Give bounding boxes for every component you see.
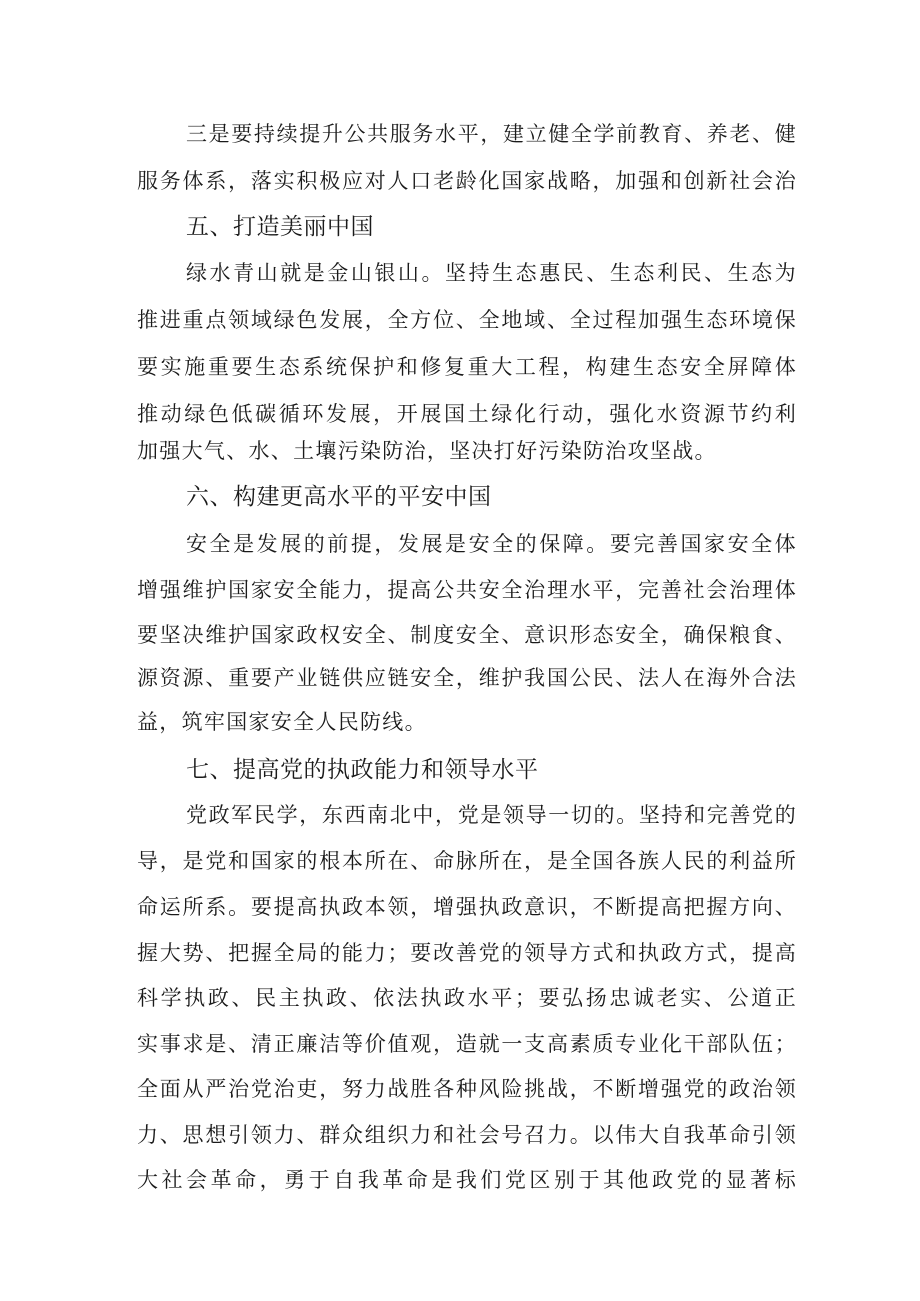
paragraph-line: 命运所系。要提高执政本领，增强执政意识，不断提高把握方向、 [137,895,797,919]
paragraph-line: 实事求是、清正廉洁等价值观，造就一支高素质专业化干部队伍； [137,1032,797,1056]
paragraph-line: 要实施重要生态系统保护和修复重大工程，构建生态安全屏障体 [137,355,797,379]
paragraph-line: 科学执政、民主执政、依法执政水平；要弘扬忠诚老实、公道正 [137,986,797,1010]
paragraph-line: 党政军民学，东西南北中，党是领导一切的。坚持和完善党的 [186,803,797,827]
paragraph-line: 源资源、重要产业链供应链安全，维护我国公民、法人在海外合法 [137,666,797,690]
paragraph-line: 增强维护国家安全能力，提高公共安全治理水平，完善社会治理体 [137,578,797,602]
paragraph-line: 加强大气、水、土壤污染防治，坚决打好污染防治攻坚战。 [137,439,717,463]
paragraph-line: 大社会革命，勇于自我革命是我们党区别于其他政党的显著标 [137,1168,797,1192]
section-heading: 五、打造美丽中国 [186,214,374,240]
paragraph-line: 益，筑牢国家安全人民防线。 [137,710,427,734]
paragraph-line: 导，是党和国家的根本所在、命脉所在，是全国各族人民的利益所 [137,849,797,873]
paragraph-line: 服务体系，落实积极应对人口老龄化国家战略，加强和创新社会治 [137,169,797,193]
section-heading: 六、构建更高水平的平安中国 [186,484,492,510]
paragraph-line: 三是要持续提升公共服务水平，建立健全学前教育、养老、健 [186,122,797,146]
paragraph-line: 安全是发展的前提，发展是安全的保障。要完善国家安全体 [186,532,797,556]
paragraph-line: 推动绿色低碳循环发展，开展国土绿化行动，强化水资源节约利 [137,402,797,426]
paragraph-line: 力、思想引领力、群众组织力和社会号召力。以伟大自我革命引领 [137,1123,797,1147]
paragraph-line: 全面从严治党治吏，努力战胜各种风险挑战，不断增强党的政治领 [137,1077,797,1101]
paragraph-line: 要坚决维护国家政权安全、制度安全、意识形态安全，确保粮食、 [137,623,797,647]
paragraph-line: 绿水青山就是金山银山。坚持生态惠民、生态利民、生态为 [186,261,797,285]
paragraph-line: 推进重点领域绿色发展，全方位、全地域、全过程加强生态环境保 [137,308,797,332]
section-heading: 七、提高党的执政能力和领导水平 [186,757,539,783]
paragraph-line: 握大势、把握全局的能力；要改善党的领导方式和执政方式，提高 [137,941,797,965]
